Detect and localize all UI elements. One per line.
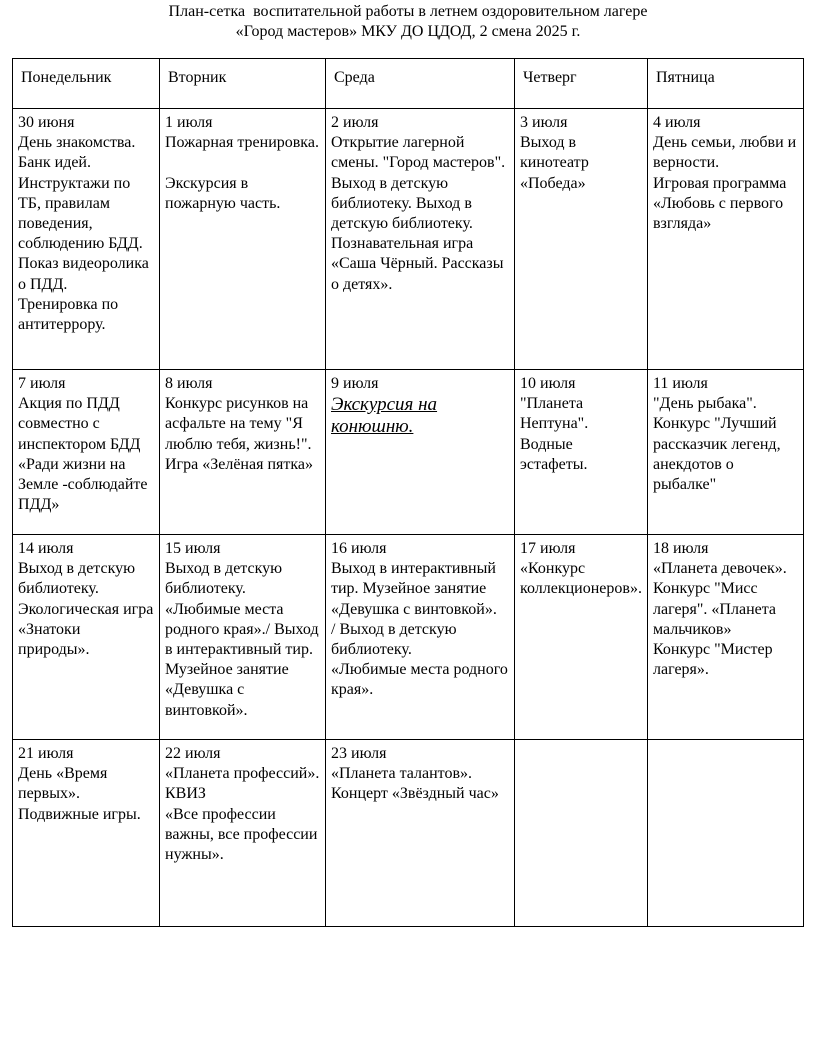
table-cell: 7 июля Акция по ПДД совместно с инспектором БДД «Ради жизни на Земле -соблюдайте ПДД» <box>13 370 160 535</box>
table-cell-empty <box>648 740 804 927</box>
table-cell: 22 июля «Планета профессий». КВИЗ «Все профессии важны, все профессии нужны». <box>160 740 326 927</box>
table-cell: 11 июля "День рыбака". Конкурс "Лучший рассказчик легенд, анекдотов о рыбалке" <box>648 370 804 535</box>
header-monday: Понедельник <box>13 59 160 109</box>
date-label: 9 июля <box>331 375 379 392</box>
excursion-note: Экскурсия на конюшню. <box>331 394 438 438</box>
table-row <box>13 370 804 535</box>
table-cell: 21 июля День «Время первых». Подвижные игры. <box>13 740 160 927</box>
table-cell-empty <box>515 740 648 927</box>
table-header-row <box>13 59 804 109</box>
table-cell: 30 июня День знакомства. Банк идей. Инструктажи по ТБ, правилам поведения, соблюдению БДД. Показ видеоролика о ПДД. Тренировка по антитеррору. <box>13 109 160 370</box>
header-thursday: Четверг <box>515 59 648 109</box>
table-cell: 16 июля Выход в интерактивный тир. Музейное занятие «Девушка с винтовкой». / Выход в детскую библиотеку. «Любимые места родного края». <box>326 535 515 740</box>
header-tuesday: Вторник <box>160 59 326 109</box>
table-cell: 1 июля Пожарная тренировка. Экскурсия в пожарную часть. <box>160 109 326 370</box>
table-cell-wednesday-excursion <box>326 370 515 535</box>
table-cell: 15 июля Выход в детскую библиотеку. «Любимые места родного края»./ Выход в интерактивный тир. Музейное занятие «Девушка с винтовкой». <box>160 535 326 740</box>
table-row <box>13 740 804 927</box>
document-title <box>0 2 816 42</box>
table-row <box>13 535 804 740</box>
header-friday: Пятница <box>648 59 804 109</box>
table-cell: 10 июля "Планета Нептуна". Водные эстафеты. <box>515 370 648 535</box>
table-cell: 4 июля День семьи, любви и верности. Игровая программа «Любовь с первого взгляда» <box>648 109 804 370</box>
table-cell: 2 июля Открытие лагерной смены. "Город мастеров". Выход в детскую библиотеку. Выход в детскую библиотеку. Познавательная игра «Саша Чёрный. Рассказы о детях». <box>326 109 515 370</box>
title-line-2: «Город мастеров» МКУ ДО ЦДОД, 2 смена 2025 г. <box>235 23 581 40</box>
table-cell: 23 июля «Планета талантов». Концерт «Звёздный час» <box>326 740 515 927</box>
table-cell: 18 июля «Планета девочек». Конкурс "Мисс лагеря". «Планета мальчиков» Конкурс "Мистер лагеря». <box>648 535 804 740</box>
header-wednesday: Среда <box>326 59 515 109</box>
table-cell: 14 июля Выход в детскую библиотеку. Экологическая игра «Знатоки природы». <box>13 535 160 740</box>
table-cell: 8 июля Конкурс рисунков на асфальте на тему "Я люблю тебя, жизнь!". Игра «Зелёная пятка» <box>160 370 326 535</box>
schedule-table <box>12 58 804 927</box>
table-cell: 3 июля Выход в кинотеатр «Победа» <box>515 109 648 370</box>
table-cell: 17 июля «Конкурс коллекционеров». <box>515 535 648 740</box>
table-row <box>13 109 804 370</box>
title-line-1: План-сетка воспитательной работы в летнем оздоровительном лагере <box>168 3 648 20</box>
